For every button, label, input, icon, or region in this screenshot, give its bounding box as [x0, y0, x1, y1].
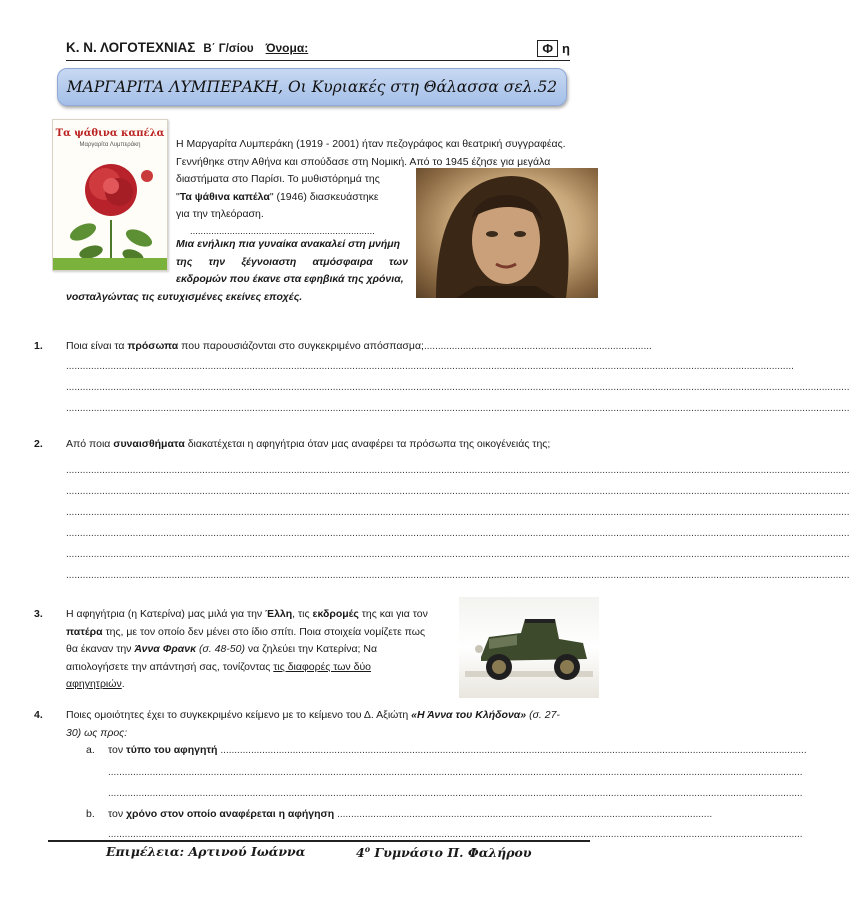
code-letter: η — [562, 41, 570, 56]
summary-line: εκδρομών που έκανε στα εφηβικά της χρόνια, — [176, 273, 404, 286]
q-num: 1. — [34, 340, 43, 352]
q-keyword: «Η Άννα του Κλήδονα» — [411, 709, 527, 721]
q-text: τον — [108, 744, 127, 756]
q-text: της και για τον — [358, 608, 428, 620]
q-keyword: πατέρα — [66, 625, 103, 638]
q-text: τον — [108, 808, 127, 820]
header-right — [537, 40, 570, 57]
summary-word: της — [176, 255, 193, 268]
q3-line — [66, 606, 450, 624]
q3-line — [66, 659, 450, 677]
sub-a-text — [108, 742, 807, 760]
answer-line[interactable]: .......................................................................................................................................................................................................................................................................................... — [66, 403, 850, 414]
summary-word: των — [388, 255, 408, 268]
q-num: 3. — [34, 608, 43, 620]
q-text: να ζηλεύει την Κατερίνα; Να — [244, 643, 378, 656]
question-1-number — [34, 338, 43, 356]
q-page-ref: (σ. 27- — [526, 709, 560, 721]
quote-open: " — [176, 190, 180, 203]
book-title: Τα ψάθινα καπέλα — [55, 128, 165, 139]
sub-b-text — [108, 806, 713, 824]
question-4-number — [34, 707, 43, 725]
footer-divider — [48, 840, 590, 842]
answer-dots[interactable]: ....................................................................................................................................... — [337, 809, 713, 820]
answer-line[interactable]: .......................................................................................................................................................................................................................................................................................... — [66, 507, 850, 518]
q-text: Ποιες ομοιότητες έχει το συγκεκριμένο κείμενο με το κείμενο του Δ. Αξιώτη — [66, 709, 412, 721]
book-cover-image — [52, 119, 168, 271]
q-keyword: Έλλη — [265, 608, 293, 620]
question-3-text — [66, 606, 450, 694]
intro-line — [176, 189, 590, 207]
question-3-number — [34, 606, 43, 624]
answer-line[interactable]: .......................................................................................................................................................................................................................................................................................... — [66, 570, 850, 581]
school-number: 4 — [356, 845, 365, 861]
novel-title: Τα ψάθινα καπέλα — [179, 190, 270, 203]
q-keyword: πρόσωπα — [127, 340, 179, 352]
q3-line — [66, 641, 450, 659]
q-text: αιτιολογήσετε την απάντησή σας, τονίζοντας — [66, 660, 274, 673]
answer-line[interactable]: .......................................................................................................................................................................................................................................................... — [108, 767, 803, 778]
q-text: . — [121, 678, 125, 691]
question-2-number — [34, 436, 43, 454]
author-intro — [176, 136, 590, 240]
summary-word: ξέγνοιαστη — [241, 255, 297, 268]
header-left — [66, 40, 308, 55]
q-text: Από ποια — [66, 438, 114, 450]
footer-editor: Επιμέλεια: Αρτινού Ιωάννα — [106, 844, 306, 859]
question-2-text — [66, 436, 596, 454]
q-text: θα έκαναν την — [66, 643, 135, 656]
sub-b-label: b. — [86, 808, 95, 820]
q-text: Ποια είναι τα — [66, 340, 128, 352]
q-keyword: τύπο του αφηγητή — [126, 744, 218, 756]
intro-line: για την τηλεόραση. — [176, 208, 264, 221]
summary-word: ατμόσφαιρα — [312, 255, 373, 268]
question-1-text — [66, 338, 652, 356]
q-num: 2. — [34, 438, 43, 450]
intro-dotline: ...................................................................... — [190, 225, 375, 237]
sub-a-label: a. — [86, 744, 95, 756]
summary-word: την — [208, 255, 226, 268]
school-name: Γυμνάσιο Π. Φαλήρου — [370, 845, 532, 861]
q-keyword: συναισθήματα — [113, 438, 185, 450]
book-cover-strip — [53, 258, 167, 270]
course-title: Κ. Ν. ΛΟΓΟΤΕΧΝΙΑΣ — [66, 40, 196, 55]
title-banner — [57, 68, 567, 106]
q-text: διακατέχεται η αφηγήτρια όταν μας αναφέρει τα πρόσωπα της οικογένειάς της; — [184, 438, 551, 450]
q-text: που παρουσιάζονται στο συγκεκριμένο απόσπασμα; — [178, 340, 424, 352]
q3-line — [66, 624, 450, 642]
answer-dots[interactable]: ................................................................................................................................................................................................................... — [220, 745, 807, 756]
q-keyword: Άννα Φρανκ — [134, 643, 197, 656]
q-keyword: χρόνο στον οποίο αναφέρεται η αφήγηση — [126, 808, 335, 820]
banner-title: ΜΑΡΓΑΡΙΤΑ ΛΥΜΠΕΡΑΚΗ, Οι Κυριακές στη Θάλασσα σελ.52 — [66, 78, 558, 96]
intro-line: διαστήματα στο Παρίσι. Το μυθιστόρημά της — [176, 173, 380, 186]
q3-line — [66, 676, 450, 694]
question-4-text — [66, 707, 594, 742]
ordinal-suffix: ο — [364, 844, 371, 854]
intro-line: Η Μαργαρίτα Λυμπεράκη (1919 - 2001) ήταν πεζογράφος και θεατρική συγγραφέας. — [176, 138, 566, 150]
summary-line-last: νοσταλγώντας τις ευτυχισμένες εκείνες εποχές. — [66, 291, 303, 303]
q-text: Η αφηγήτρια (η Κατερίνα) μας μιλά για την — [66, 608, 266, 620]
q-text: της, με τον οποίο δεν μένει στο ίδιο σπίτι. Ποια στοιχεία νομίζετε πως — [102, 625, 426, 638]
answer-line[interactable]: .......................................................................................................................................................................................................................................................... — [108, 788, 803, 799]
q-num: 4. — [34, 709, 43, 721]
answer-line[interactable]: .......................................................................................................................................................................................................................................................................................... — [66, 486, 850, 497]
name-label: Όνομα: — [265, 41, 309, 55]
q-text: 30) ως προς: — [66, 726, 128, 739]
rose-illustration — [53, 120, 167, 270]
summary-line: Μια ενήλικη πια γυναίκα ανακαλεί στη μνήμη — [176, 238, 401, 250]
q-keyword: εκδρομές — [312, 608, 359, 620]
q-underlined: τις διαφορές των δύο — [273, 660, 372, 673]
q4-line — [66, 707, 594, 725]
intro-line: Γεννήθηκε στην Αθήνα και σπούδασε στη Νομική. Από το 1945 έζησε για μεγάλα — [176, 155, 551, 168]
vintage-car-image — [459, 597, 599, 698]
q-underlined: αφηγητριών — [66, 678, 122, 691]
q-text: , τις — [292, 608, 313, 620]
answer-line[interactable]: .......................................................................................................................................................................................................................................................... — [108, 829, 803, 840]
code-box: Φ — [537, 40, 558, 57]
answer-line[interactable]: .......................................................................................................................................................................................................................................................................................... — [66, 382, 850, 393]
answer-line[interactable]: .......................................................................................................................................................................................................................................................................................... — [66, 465, 850, 476]
book-author: Μαργαρίτα Λυμπεράκη — [79, 142, 141, 148]
footer-school — [356, 844, 532, 860]
class-label: Β΄ Γ/σίου — [203, 43, 254, 55]
intro-line-tail: " (1946) διασκευάστηκε — [269, 190, 379, 203]
worksheet-header — [66, 38, 570, 61]
answer-dots: .................................................................................. — [423, 341, 652, 352]
q-page-ref: (σ. 48-50) — [196, 643, 245, 656]
summary-italic — [176, 236, 408, 289]
answer-line[interactable]: .......................................................................................................................................................................................................................................................................................... — [66, 549, 850, 560]
summary-line — [176, 254, 408, 272]
answer-line[interactable]: ...................................................................................................................................................................................................................................................................... — [66, 361, 794, 372]
q4-line — [66, 725, 594, 743]
answer-line[interactable]: .......................................................................................................................................................................................................................................................................................... — [66, 528, 850, 539]
car-illustration — [459, 597, 599, 698]
